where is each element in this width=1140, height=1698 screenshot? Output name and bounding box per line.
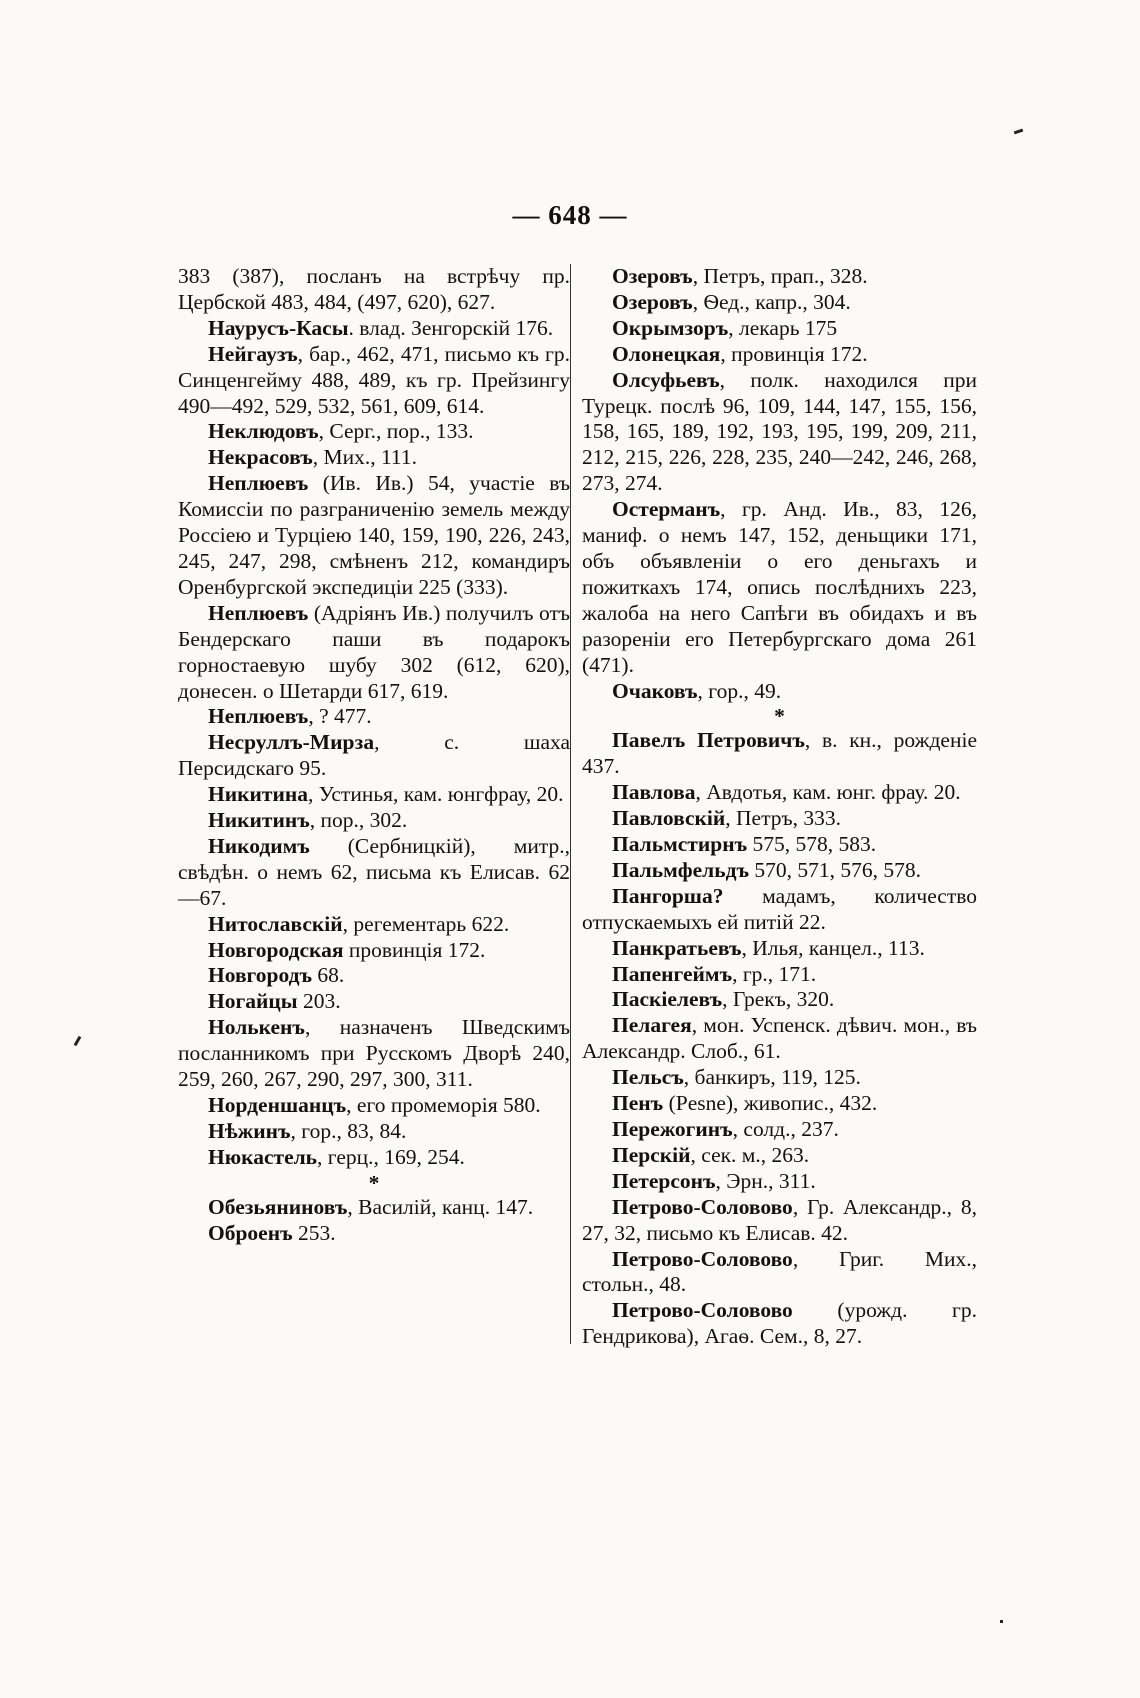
entry-name: Озеровъ — [612, 264, 693, 288]
index-entry — [178, 989, 570, 1015]
index-entry — [178, 1093, 570, 1119]
index-entry — [178, 316, 570, 342]
left-column — [178, 264, 570, 1247]
entry-text: , Василій, канц. 147. — [347, 1194, 534, 1219]
entry-name: Никитинъ — [208, 808, 310, 833]
entry-name: Озеровъ — [612, 289, 693, 314]
entry-name: Норденшанцъ — [208, 1093, 347, 1117]
entry-text: 575, 578, 583. — [747, 832, 877, 857]
index-entry — [178, 471, 570, 601]
entry-text: , лекарь 175 — [728, 315, 838, 340]
entry-text: 570, 571, 576, 578. — [749, 857, 921, 882]
column-divider — [570, 264, 571, 1344]
entry-name: Некрасовъ — [208, 445, 313, 470]
entry-name: Никодимъ — [208, 833, 310, 858]
scan-mark — [74, 1036, 82, 1046]
entry-text: провинція 172. — [343, 937, 486, 962]
index-entry — [582, 806, 977, 832]
section-separator: * — [368, 1170, 380, 1195]
entry-name: Петрово-Соловово — [612, 1194, 793, 1219]
entry-name: Обезьяниновъ — [208, 1194, 348, 1219]
entry-name: Неплюевъ — [208, 704, 309, 729]
entry-text: мадамъ, количество отпускаемыхъ ей питій 22. — [582, 883, 977, 934]
right-column — [582, 264, 977, 1350]
index-entry — [178, 834, 570, 912]
scan-mark — [1000, 1620, 1003, 1623]
entry-text: , Илья, канцел., 113. — [741, 935, 925, 960]
entry-name: Петрово-Соловово — [612, 1298, 793, 1323]
entry-text: (Сербницкій), митр., свѣдѣн. о немъ 62, письма къ Елисав. 62—67. — [178, 833, 570, 910]
index-entry — [582, 987, 977, 1013]
entry-name: Нитославскій — [208, 911, 343, 936]
entry-text: (Адріянъ Ив.) получилъ отъ Бендерскаго паши въ подарокъ горностаевую шубу 302 (612, 620), донесен. о Шетарди 617, 619. — [178, 600, 570, 703]
index-entry — [582, 962, 977, 988]
index-entry — [582, 1143, 977, 1169]
index-entry — [582, 936, 977, 962]
entry-name: Папенгеймъ — [612, 961, 733, 986]
entry-text: , ? 477. — [308, 704, 372, 729]
entry-text: , назначенъ Шведскимъ посланникомъ при Русскомъ Дворѣ 240, 259, 260, 267, 290, 297, 300, 311. — [178, 1015, 570, 1092]
entry-name: Оброенъ — [208, 1220, 293, 1245]
entry-text: 253. — [292, 1220, 336, 1245]
entry-name: Перскій — [612, 1142, 691, 1167]
entry-text: (Pesne), живопис., 432. — [663, 1091, 878, 1116]
index-entry — [582, 290, 977, 316]
index-entry — [582, 1065, 977, 1091]
entry-name: Петерсонъ — [612, 1168, 716, 1193]
entry-text: (урожд. гр. Гендрикова), Агаѳ. Сем., 8, 27. — [582, 1298, 977, 1349]
entry-text: , мон. Успенск. дѣвич. мон., въ Александр. Слоб., 61. — [582, 1013, 977, 1064]
entry-text: , провинція 172. — [720, 341, 868, 366]
entry-text: , Гр. Александр., 8, 27, 32, письмо къ Елисав. 42. — [582, 1194, 977, 1245]
entry-text: (Ив. Ив.) 54, участіе въ Комиссіи по разграниченію земель между Россіею и Турціею 140, 159, 190, 226, 243, 245, 247, 298, смѣненъ 212, командиръ Оренбургской экспедиціи 225 (333). — [178, 471, 570, 599]
entry-name: Панкратьевъ — [612, 935, 742, 960]
index-entry — [178, 704, 570, 730]
entry-text: , сек. м., 263. — [690, 1142, 810, 1167]
index-entry — [582, 858, 977, 884]
index-entry — [582, 1298, 977, 1350]
entry-text: , солд., 237. — [732, 1117, 839, 1141]
index-entry — [582, 1117, 977, 1143]
index-entry — [582, 1091, 977, 1117]
entry-text: 203. — [297, 989, 341, 1014]
page-number: — 648 — — [512, 200, 628, 230]
entry-name: Нейгаузъ — [208, 341, 298, 366]
index-entry — [178, 963, 570, 989]
index-entry — [582, 342, 977, 368]
entry-text: , Грекъ, 320. — [722, 987, 835, 1012]
section-separator: * — [774, 704, 785, 729]
index-entry — [582, 316, 977, 342]
entry-text: , гор., 83, 84. — [290, 1118, 407, 1143]
index-entry — [178, 445, 570, 471]
entry-name: Петрово-Соловово — [612, 1246, 793, 1271]
entry-text: , Авдотья, кам. юнг. фрау. 20. — [695, 780, 961, 805]
entry-name: Пангорша? — [612, 883, 724, 908]
entry-name: Олсуфьевъ — [612, 367, 720, 392]
entry-name: Павловскій — [612, 806, 726, 831]
entry-text: , Серг., пор., 133. — [318, 419, 474, 444]
entry-name: Нѣжинъ — [208, 1118, 291, 1143]
index-entry — [178, 342, 570, 420]
entry-name: Очаковъ — [612, 678, 698, 703]
entry-name: Олонецкая — [612, 341, 721, 366]
index-entry — [178, 1145, 570, 1171]
entry-name: Паскіелевъ — [612, 987, 723, 1012]
entry-name: Неплюевъ — [208, 600, 309, 625]
index-entry — [178, 419, 570, 445]
entry-name: Пальмфельдъ — [612, 857, 749, 882]
entry-text: , полк. находился при Турецк. послѣ 96, 109, 144, 147, 155, 156, 158, 165, 189, 192, 193, 195, 199, 209, 211, 212, 215, 226, 228, 235, 240—242, 246, 268, 273, 274. — [582, 367, 977, 496]
index-entry — [178, 730, 570, 782]
entry-text: , Петръ, 333. — [725, 806, 841, 831]
index-entry — [178, 1221, 570, 1247]
entry-name: Несруллъ-Мирза — [208, 730, 375, 755]
index-entry — [582, 1013, 977, 1065]
index-entry — [582, 832, 977, 858]
index-entry — [178, 264, 570, 316]
entry-name: Наурусъ-Касы — [208, 315, 349, 340]
entry-text: , в. кн., рожденіе 437. — [582, 728, 977, 779]
entry-name: Неплюевъ — [208, 471, 309, 496]
entry-text: , гр., 171. — [732, 961, 817, 986]
entry-name: Никитина — [208, 782, 308, 807]
entry-text: , Ѳед., капр., 304. — [692, 289, 851, 314]
entry-name: Пелагея — [612, 1013, 692, 1038]
entry-name: Нолькенъ — [208, 1015, 305, 1040]
entry-name: Павелъ Петровичъ — [612, 728, 805, 753]
entry-text: , с. шаха Персидскаго 95. — [178, 730, 570, 781]
entry-name: Окрымзоръ — [612, 315, 729, 340]
entry-text: 68. — [312, 963, 345, 988]
index-entry — [178, 1119, 570, 1145]
index-entry — [582, 728, 977, 780]
index-entry — [582, 264, 977, 290]
scan-mark — [1014, 129, 1023, 135]
index-entry — [582, 780, 977, 806]
entry-text: , гор., 49. — [697, 678, 782, 703]
index-entry — [582, 1247, 977, 1299]
entry-text: , пор., 302. — [309, 808, 408, 833]
entry-text: , Устинья, кам. юнгфрау, 20. — [307, 782, 564, 807]
entry-name: Остерманъ — [612, 497, 721, 522]
entry-name: Новгородъ — [208, 963, 313, 988]
index-entry — [582, 679, 977, 705]
index-entry — [178, 912, 570, 938]
entry-name: Пенъ — [612, 1091, 664, 1116]
entry-text: , его промеморія 580. — [346, 1093, 541, 1117]
entry-text: , Эрн., 311. — [715, 1168, 816, 1193]
entry-name: Пережогинъ — [612, 1117, 733, 1141]
entry-text: . влад. Зенгорскій 176. — [348, 315, 554, 340]
index-entry — [178, 1015, 570, 1093]
entry-name: Неклюдовъ — [208, 419, 319, 444]
index-entry — [178, 782, 570, 808]
entry-text: , Мих., 111. — [312, 445, 418, 470]
entry-text: 383 (387), посланъ на встрѣчу пр. Цербской 483, 484, (497, 620), 627. — [178, 264, 570, 314]
entry-text: , бар., 462, 471, письмо къ гр. Синценгейму 488, 489, къ гр. Прейзингу 490—492, 529, 532, 561, 609, 614. — [178, 341, 570, 418]
index-entry — [582, 1195, 977, 1247]
entry-name: Пальмстирнъ — [612, 832, 748, 857]
index-entry — [582, 884, 977, 936]
entry-name: Павлова — [612, 780, 696, 805]
index-entry — [178, 808, 570, 834]
entry-name: Ногайцы — [208, 989, 298, 1014]
index-entry — [178, 938, 570, 964]
entry-text: , банкиръ, 119, 125. — [683, 1065, 861, 1090]
index-entry — [178, 1195, 570, 1221]
entry-text: , гр. Анд. Ив., 83, 126, маниф. о немъ 147, 152, деньщики 171, объ объявленіи о его деньгахъ и пожиткахъ 174, опись послѣднихъ 223, жалоба на него Сапѣги въ обидахъ и въ разореніи его Петербургскаго дома 261 (471). — [582, 497, 977, 677]
entry-name: Пельсъ — [612, 1065, 684, 1090]
entry-name: Новгородская — [208, 937, 344, 962]
index-entry — [582, 1169, 977, 1195]
index-entry — [178, 601, 570, 705]
entry-text: , Григ. Мих., стольн., 48. — [582, 1246, 977, 1297]
index-entry — [582, 497, 977, 678]
index-entry — [582, 368, 977, 498]
entry-text: , регементарь 622. — [342, 911, 510, 936]
entry-text: , Петръ, прап., 328. — [692, 264, 868, 288]
entry-text: , герц., 169, 254. — [317, 1144, 465, 1169]
entry-name: Нюкастель — [208, 1144, 318, 1169]
